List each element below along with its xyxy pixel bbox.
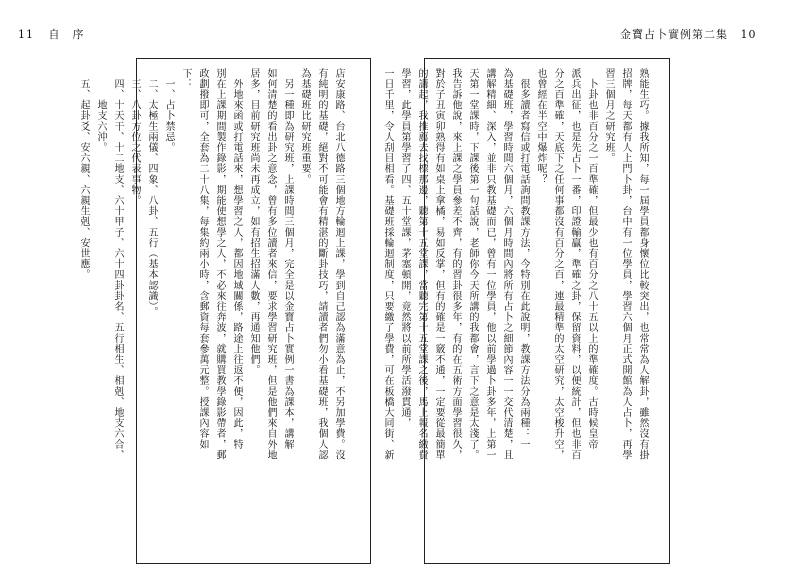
left-page-body — [75, 68, 347, 548]
right-page-header — [620, 28, 757, 42]
text-column: 店安康路、台北八德路三個地方輪迴上課，學到自己認為滿意為止，不另加學費。沒 — [333, 68, 344, 461]
right-page-number: 10 — [740, 28, 757, 41]
text-column: 一日千里，令人刮目相看。基礎班採輪迴制度，只要繳了學費，可在板橋大同街、新 — [382, 68, 393, 461]
list-item: 三、八卦方位之代表事物。 — [129, 68, 140, 206]
text-column: 下： — [180, 68, 191, 90]
text-column: 為基礎班，學習時間六個月，六個月時間內將所有占卜之細節內容一一交代清楚，且 — [501, 68, 512, 461]
text-column: 學習，此學員第學習了四、五十堂課，茅塞頓開，竟然將以前所學活潑貫通， — [399, 68, 410, 429]
right-header-title: 金寶占卜實例第二集 — [620, 28, 728, 41]
left-page-number: 11 — [18, 28, 34, 41]
list-item: 五、起卦爻、安六親、六親生剋、安世應。 — [78, 68, 89, 280]
text-column: 講解精細、深入，並非只教基礎而已，曾有一位學員，他以前學過卜卦多年，上第一 — [484, 68, 495, 461]
text-column: 另一種即為研究班，上課時間三個月，完全是以金寶占卜實例一書為課本，講解 — [282, 68, 293, 450]
list-item: 二、太極生兩儀、四象、八卦、五行（基本認識）。 — [146, 68, 157, 318]
text-column: 為基礎班比研究班重要。 — [299, 68, 310, 185]
text-column: 有純明的基礎，絕對不可能會有精湛的斷卦技巧，請讀者們勿小看基礎班，我個人認 — [316, 68, 327, 461]
text-column: 我告訴他說，來上課之學員參差不齊，有的習卦很多年，有的在五術方面學習很久， — [450, 68, 461, 461]
text-column: 習三個月之研究班。 — [603, 68, 614, 164]
left-header-title: 自 序 — [48, 28, 85, 41]
text-column: 外地來函或打電話來，想學習之人，都因地域關係，路途上往返不便，因此，特 — [231, 68, 242, 450]
text-column: 熟能生巧。據我所知，每一屆學員都身懷位比較突出，也常常為人解卦，雖然沒有掛 — [637, 68, 648, 461]
text-column: 別在上課期間製作錄影，期能使想學之人，不必來往奔波，就購買教學錄影帶者，郵 — [214, 68, 225, 461]
text-column: 天第一堂課時，下課後第一句話說，老師你今天所講的我都會，言下之意是太淺了。 — [467, 68, 478, 461]
text-column: 對於子丑寅卯熟得有如桌上拿橘，易如反掌，但有的確是一竅不通，一定要從最簡單 — [433, 68, 444, 461]
text-column: 的講起，我推薦去找標那邊，聽第十五堂課，當聽完第十五堂課之後，馬上報名繳費 — [416, 68, 427, 461]
list-item: 地支六沖。 — [95, 68, 106, 153]
list-item: 一、占卜禁忌。 — [163, 68, 174, 153]
text-column: 招牌，每天都有人上門卜卦，台中有一位學員，學習六個月正式開館為人占卜，再學 — [620, 68, 631, 461]
text-column: 卜卦也非百分之一百準確，但最少也有百分之八十五以上的準確度。古時候皇帝 — [586, 68, 597, 450]
text-column: 也曾經在半空中爆炸呢？ — [535, 68, 546, 185]
text-column: 居多，目前研究班尚未再成立，如有招生招滿人數，再通知他們。 — [248, 68, 259, 376]
right-page-body — [379, 68, 651, 548]
text-column: 如何清楚的看出卦之意念，曾有多位讀者來信，要求學習研究班，但是他們來自外地 — [265, 68, 276, 461]
text-column: 很多讀者寫信或打電話詢問教課方法，今特別在此說明，教課方法分為兩種：一 — [518, 68, 529, 450]
text-column: 分之百準確，天底下之任何事都沒有百分之百，連最精準的太空研究，太空梭升空， — [552, 68, 563, 461]
text-column: 政劃撥即可，全套為二十八集，每集約兩小時，含郵資每套參萬元整。授課內容如 — [197, 68, 208, 450]
text-column: 派兵出征，也是先占卜一番，印證輸贏，準確之卦，保留資料，以便統計，但也非百 — [569, 68, 580, 461]
left-page-header — [18, 28, 85, 42]
list-item: 四、十天干、十二地支、六十甲子、六十四卦卦名、五行相生、相剋、地支六合、 — [112, 68, 123, 461]
